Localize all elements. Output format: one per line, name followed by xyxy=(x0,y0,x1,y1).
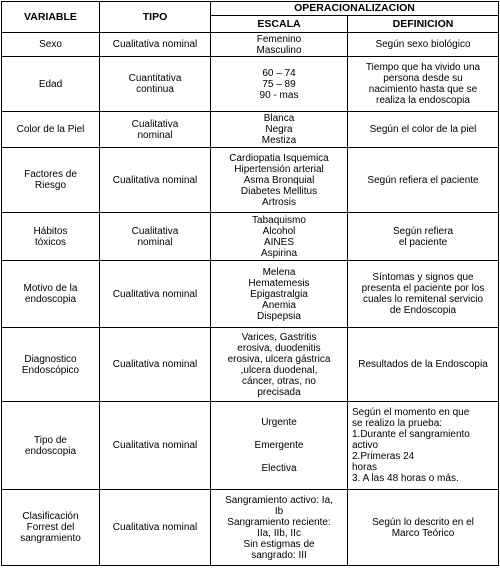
tipo-text: Cualitativa nominal xyxy=(112,288,198,300)
definicion-text: el paciente xyxy=(398,236,448,248)
escala-text: Cardiopatia Isquemica xyxy=(229,152,329,164)
definicion-text: Según refiera xyxy=(392,225,454,237)
variable-cell xyxy=(2,213,100,261)
escala-text: Diabetes Mellitus xyxy=(240,185,318,197)
variable-cell xyxy=(2,328,100,402)
escala-text: Masculino xyxy=(256,44,302,56)
escala-text: Electiva xyxy=(261,463,297,474)
definicion-text: Resultados de la Endoscopia xyxy=(358,359,488,370)
header-row-top xyxy=(2,2,499,16)
table-row xyxy=(2,213,499,261)
header-tipo: TIPO xyxy=(100,2,211,33)
escala-text: Hematemesis xyxy=(248,277,310,289)
variable-text: endoscopia xyxy=(24,294,77,305)
tipo-cell xyxy=(100,213,211,261)
escala-text: 60 – 74 xyxy=(262,67,296,79)
escala-text: Alcohol xyxy=(262,225,296,237)
variable-text: Motivo de la xyxy=(23,283,78,294)
escala-text: Varices, Gastritis xyxy=(241,331,317,343)
definicion-text: presenta el paciente por los xyxy=(361,283,485,294)
tipo-cell xyxy=(100,57,211,112)
variable-cell xyxy=(2,261,100,328)
definicion-cell xyxy=(348,213,499,261)
definicion-cell xyxy=(348,33,499,57)
tipo-text: Cualitativa xyxy=(131,118,179,130)
definicion-text: Tiempo que ha vivido una xyxy=(365,62,481,73)
escala-text: Negra xyxy=(265,124,293,135)
definicion-text: cuales lo remitenal servicio xyxy=(362,294,484,305)
definicion-cell xyxy=(348,57,499,112)
escala-text: Sin estigmas de xyxy=(243,538,315,550)
escala-cell xyxy=(211,57,348,112)
escala-text: erosiva, duodenitis xyxy=(237,342,321,354)
definicion-cell xyxy=(348,328,499,402)
table-row xyxy=(2,33,499,57)
definicion-text: Según el momento en que xyxy=(352,407,470,418)
variable-cell xyxy=(2,490,100,566)
escala-text: Sangramiento reciente: xyxy=(227,516,331,528)
definicion-text: 1.Durante el sangramiento xyxy=(352,429,470,440)
variable-text: tóxicos xyxy=(34,236,67,248)
spacer xyxy=(213,428,345,440)
escala-text: cáncer, otras, no xyxy=(242,375,316,387)
variable-text: Clasificación xyxy=(22,511,79,522)
escala-text: sangrado: III xyxy=(251,549,307,561)
definicion-text: realiza la endoscopia xyxy=(376,95,470,106)
definicion-text: nacimiento hasta que se xyxy=(368,84,478,95)
escala-text: ,ulcera duodenal, xyxy=(240,364,318,376)
tipo-cell xyxy=(100,261,211,328)
definicion-text: horas xyxy=(352,462,378,473)
escala-text: Melena xyxy=(262,266,296,278)
escala-text: AINES xyxy=(263,236,294,248)
definicion-cell xyxy=(348,490,499,566)
tipo-text: continua xyxy=(136,84,174,95)
table-body xyxy=(2,33,499,566)
definicion-text: Síntomas y signos que xyxy=(372,272,474,283)
escala-text: Emergente xyxy=(254,440,304,451)
tipo-cell xyxy=(100,148,211,213)
tipo-cell xyxy=(100,402,211,490)
escala-text: erosiva, ulcera gástrica xyxy=(227,353,331,365)
header-variable: VARIABLE xyxy=(2,2,100,33)
header-operacionalizacion: OPERACIONALIZACION xyxy=(211,2,499,16)
variable-text: sangramiento xyxy=(20,533,81,544)
escala-text: Epigastralgia xyxy=(250,288,308,300)
header-definicion: DEFINICION xyxy=(348,16,499,33)
escala-cell xyxy=(211,112,348,148)
definicion-text: de Endoscopia xyxy=(389,305,457,316)
escala-text: Asma Bronquial xyxy=(243,174,315,186)
tipo-text: Cualitativa nominal xyxy=(112,522,198,533)
escala-cell xyxy=(211,213,348,261)
escala-cell xyxy=(211,328,348,402)
escala-text: 90 - mas xyxy=(259,89,299,101)
escala-cell xyxy=(211,402,348,490)
tipo-text: nominal xyxy=(137,129,173,141)
escala-text: Femenino xyxy=(256,33,302,45)
spacer xyxy=(213,451,345,463)
tipo-text: Cualitativa nominal xyxy=(112,440,198,451)
escala-text: Dispepsia xyxy=(257,310,301,322)
operationalization-table xyxy=(1,1,499,566)
variable-text: Factores de xyxy=(24,169,77,180)
variable-text: Sexo xyxy=(39,39,62,50)
tipo-text: nominal xyxy=(137,236,173,248)
escala-text: Tabaquismo xyxy=(252,214,306,226)
escala-text: Blanca xyxy=(263,113,295,124)
tipo-text: Cuantitativa xyxy=(128,73,182,84)
tipo-text: Cualitativa xyxy=(131,225,179,237)
table-row xyxy=(2,402,499,490)
definicion-cell xyxy=(348,402,499,490)
variable-cell xyxy=(2,148,100,213)
escala-cell xyxy=(211,490,348,566)
escala-text: Anemia xyxy=(262,299,296,311)
variable-text: Hábitos xyxy=(33,225,68,237)
definicion-text: se realizo la prueba: xyxy=(352,418,443,429)
variable-cell xyxy=(2,33,100,57)
variable-cell xyxy=(2,57,100,112)
tipo-text: Cualitativa nominal xyxy=(112,39,198,50)
variable-text: Tipo de xyxy=(34,434,67,446)
variable-text: endoscopia xyxy=(24,445,77,457)
table-row xyxy=(2,490,499,566)
variable-text: Riesgo xyxy=(34,180,67,191)
table-row xyxy=(2,112,499,148)
definicion-text: Según sexo biológico xyxy=(375,39,471,50)
definicion-text: persona desde su xyxy=(383,73,463,84)
escala-text: 75 – 89 xyxy=(262,78,296,90)
definicion-text: Según lo descrito en el xyxy=(372,516,474,528)
escala-cell xyxy=(211,33,348,57)
escala-text: precisada xyxy=(257,386,301,398)
definicion-text: 2.Primeras 24 xyxy=(352,451,415,462)
table-row xyxy=(2,261,499,328)
table-row xyxy=(2,328,499,402)
document xyxy=(1,1,498,566)
tipo-text: Cualitativa nominal xyxy=(112,359,198,370)
variable-cell xyxy=(2,112,100,148)
table-row xyxy=(2,57,499,112)
escala-text: Hipertensión arterial xyxy=(234,163,324,175)
escala-text: Urgente xyxy=(261,417,297,428)
definicion-text: 3. A las 48 horas o más. xyxy=(352,473,459,484)
tipo-cell xyxy=(100,33,211,57)
variable-text: Forrest del xyxy=(26,522,75,533)
variable-text: Edad xyxy=(38,78,63,90)
tipo-cell xyxy=(100,490,211,566)
definicion-text: Según el color de la piel xyxy=(369,124,477,135)
escala-text: IIa, IIb, IIc xyxy=(257,527,301,539)
tipo-cell xyxy=(100,328,211,402)
variable-cell xyxy=(2,402,100,490)
definicion-text: Según refiera el paciente xyxy=(367,174,479,186)
escala-cell xyxy=(211,261,348,328)
escala-text: Mestiza xyxy=(261,135,297,146)
variable-text: Color de la Piel xyxy=(16,124,85,135)
variable-text: Diagnostico xyxy=(24,353,77,365)
table-row xyxy=(2,148,499,213)
tipo-cell xyxy=(100,112,211,148)
escala-text: Sangramiento activo: Ia, xyxy=(225,494,333,506)
definicion-text: activo xyxy=(352,440,379,451)
definicion-text: Marco Teórico xyxy=(391,527,455,539)
header-escala: ESCALA xyxy=(211,16,348,33)
escala-text: Ib xyxy=(274,505,284,517)
definicion-cell xyxy=(348,148,499,213)
definicion-cell xyxy=(348,261,499,328)
escala-text: Aspirina xyxy=(260,247,298,259)
variable-text: Endoscópico xyxy=(21,364,80,376)
escala-cell xyxy=(211,148,348,213)
definicion-cell xyxy=(348,112,499,148)
tipo-text: Cualitativa nominal xyxy=(112,174,198,186)
escala-text: Artrosis xyxy=(262,196,296,208)
